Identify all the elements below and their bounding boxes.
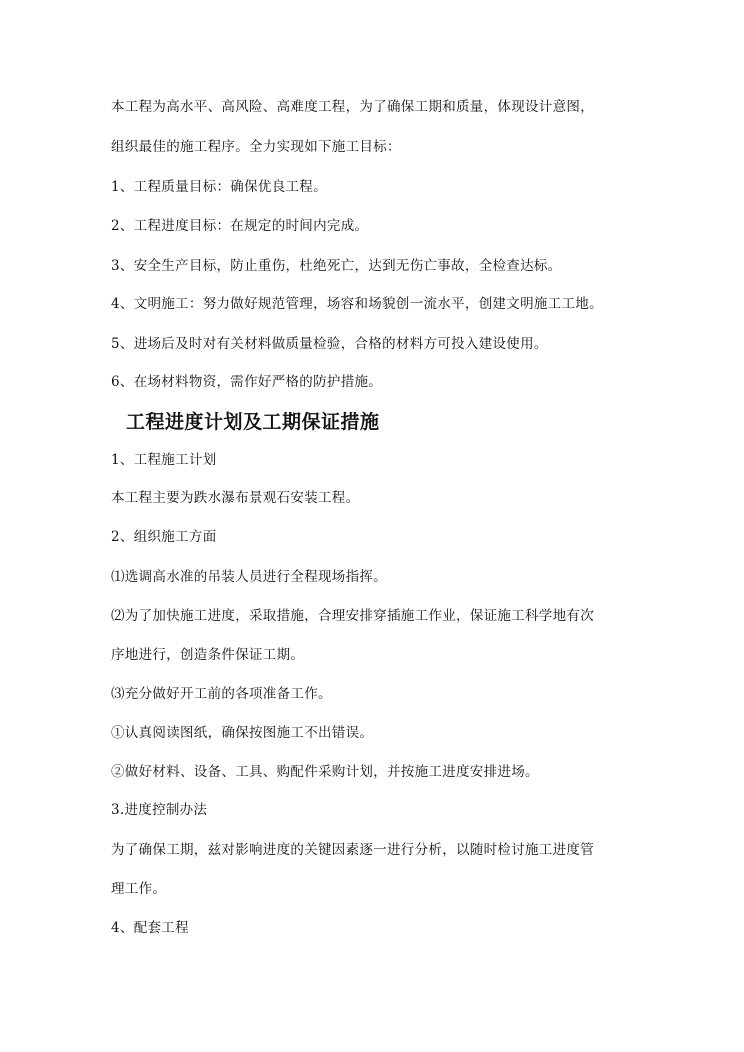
subsection-1-title: 1、工程施工计划 (111, 452, 217, 468)
subsection-3-title: 3.进度控制办法 (111, 802, 208, 818)
subsection-2-subitem-1: ①认真阅读图纸，确保按图施工不出错误。 (111, 725, 374, 741)
goal-item-4: 4、文明施工：努力做好规范管理，场容和场貌创一流水平，创建文明施工工地。 (111, 296, 603, 312)
intro-line-1: 本工程为高水平、高风险、高难度工程，为了确保工期和质量，体现设计意图， (111, 99, 594, 115)
goal-item-3: 3、安全生产目标，防止重伤，杜绝死亡，达到无伤亡事故，全检查达标。 (111, 258, 562, 274)
subsection-2-item-2-line-1: ⑵为了加快施工进度，采取措施，合理安排穿插施工作业，保证施工科学地有次 (111, 608, 594, 624)
subsection-2-subitem-2: ②做好材料、设备、工具、购配件采购计划，并按施工进度安排进场。 (111, 764, 539, 780)
goal-item-2: 2、工程进度目标：在规定的时间内完成。 (111, 218, 369, 234)
section-heading: 工程进度计划及工期保证措施 (126, 411, 380, 433)
subsection-4-title: 4、配套工程 (111, 920, 189, 936)
goal-item-1: 1、工程质量目标：确保优良工程。 (111, 179, 327, 195)
subsection-1-text: 本工程主要为跌水瀑布景观石安装工程。 (111, 490, 360, 506)
subsection-3-line-2: 理工作。 (111, 881, 167, 897)
subsection-3-line-1: 为了确保工期，兹对影响进度的关键因素逐一进行分析，以随时检讨施工进度管 (111, 842, 594, 858)
intro-line-2: 组织最佳的施工程序。全力实现如下施工目标： (111, 139, 401, 155)
subsection-2-item-1: ⑴选调高水准的吊装人员进行全程现场指挥。 (111, 569, 387, 585)
goal-item-5: 5、进场后及时对有关材料做质量检验，合格的材料方可投入建设使用。 (111, 336, 548, 352)
goal-item-6: 6、在场材料物资，需作好严格的防护措施。 (111, 374, 383, 390)
subsection-2-title: 2、组织施工方面 (111, 529, 217, 545)
subsection-2-item-2-line-2: 序地进行，创造条件保证工期。 (111, 647, 305, 663)
subsection-2-item-3: ⑶充分做好开工前的各项准备工作。 (111, 686, 332, 702)
